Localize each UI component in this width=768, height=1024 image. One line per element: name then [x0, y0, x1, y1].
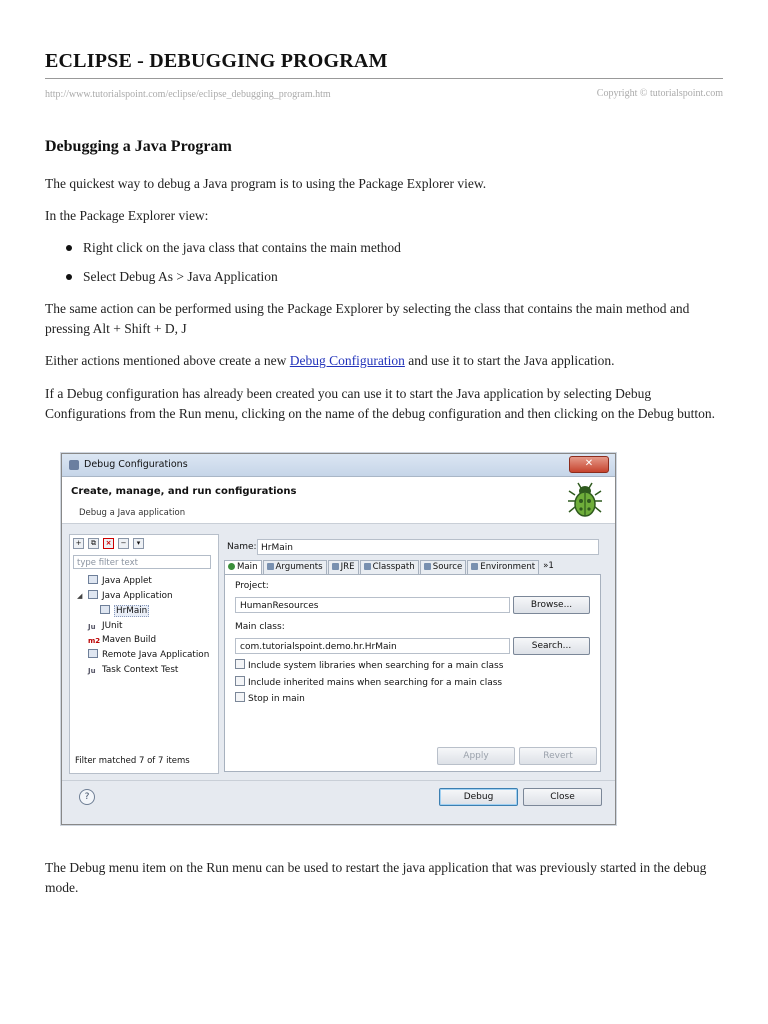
- steps-list: [45, 238, 401, 296]
- tree-item-label: Maven Build: [102, 635, 157, 645]
- tree-item-maven-build[interactable]: [88, 633, 156, 647]
- source-url: http://www.tutorialspoint.com/eclipse/eclipse_debugging_program.htm: [45, 89, 331, 100]
- paragraph-debug-configuration: [45, 351, 723, 371]
- debug-configurations-dialog: [61, 453, 616, 825]
- main-tab-icon: [228, 563, 235, 570]
- close-button[interactable]: Close: [523, 788, 602, 806]
- tree-item-java-application[interactable]: [77, 589, 173, 603]
- checkbox-box: [235, 659, 245, 669]
- main-tab-panel: [224, 574, 601, 772]
- search-button[interactable]: Search...: [513, 637, 590, 655]
- paragraph-shortcut: The same action can be performed using the Package Explorer by selecting the class that contains the main method and pressing Alt + Shift + D, J: [45, 301, 690, 336]
- paragraph-restart: The Debug menu item on the Run menu can be used to restart the java application that was previously started in the debug mode.: [45, 860, 707, 895]
- delete-config-icon[interactable]: ×: [103, 538, 114, 549]
- collapse-all-icon[interactable]: −: [118, 538, 129, 549]
- checkbox-label: Include inherited mains when searching for a main class: [248, 678, 503, 688]
- expand-caret-icon[interactable]: ◢: [77, 592, 83, 600]
- debug-configuration-link[interactable]: Debug Configuration: [289, 353, 405, 368]
- maven-icon: m2: [88, 637, 101, 645]
- include-inherited-mains-checkbox[interactable]: [235, 676, 502, 688]
- tab-main[interactable]: [224, 560, 262, 575]
- section-heading: Debugging a Java Program: [45, 138, 232, 155]
- checkbox-box: [235, 692, 245, 702]
- filter-menu-icon[interactable]: ▾: [133, 538, 144, 549]
- tree-item-label: Java Applet: [102, 576, 152, 586]
- tab-overflow[interactable]: »1: [543, 561, 554, 571]
- dialog-header-subtitle: Debug a Java application: [79, 508, 186, 518]
- java-application-icon: [100, 605, 110, 614]
- title-divider: [45, 78, 723, 79]
- jre-tab-icon: [332, 563, 339, 570]
- apply-button[interactable]: Apply: [437, 747, 515, 765]
- paragraph-run-menu: If a Debug configuration has already been created you can use it to start the Java application by selecting Debug Configurations from the Run menu, clicking on the name of the debug configuration and then clicking on the Debug button.: [45, 386, 715, 421]
- copyright-notice: Copyright © tutorialspoint.com: [596, 88, 723, 99]
- config-tabs: [224, 560, 558, 574]
- checkbox-label: Include system libraries when searching for a main class: [248, 661, 504, 671]
- checkbox-box: [235, 676, 245, 686]
- tab-label: Environment: [480, 562, 536, 572]
- duplicate-config-icon[interactable]: ⧉: [88, 538, 99, 549]
- stop-in-main-checkbox[interactable]: [235, 692, 305, 704]
- tree-item-task-context-test[interactable]: [88, 663, 178, 677]
- paragraph-text: Either actions mentioned above create a new: [45, 353, 290, 368]
- new-config-icon[interactable]: +: [73, 538, 84, 549]
- remote-java-icon: [88, 649, 98, 658]
- paragraph-package-explorer: In the Package Explorer view:: [45, 208, 209, 223]
- main-class-label: Main class:: [235, 622, 285, 632]
- browse-button[interactable]: Browse...: [513, 596, 590, 614]
- name-label: Name:: [227, 542, 257, 552]
- main-class-field[interactable]: com.tutorialspoint.demo.hr.HrMain: [235, 638, 510, 654]
- project-field[interactable]: HumanResources: [235, 597, 510, 613]
- dialog-header-title: Create, manage, and run configurations: [71, 486, 297, 497]
- checkbox-label: Stop in main: [248, 694, 305, 704]
- tree-item-label: Java Application: [102, 591, 173, 601]
- tab-label: Arguments: [275, 562, 323, 572]
- classpath-tab-icon: [364, 563, 371, 570]
- junit-icon: Ju: [88, 623, 96, 631]
- tab-arguments[interactable]: [263, 560, 327, 574]
- tab-label: Classpath: [372, 562, 415, 572]
- tab-label: Source: [432, 562, 463, 572]
- bug-icon: [565, 481, 605, 521]
- environment-tab-icon: [471, 563, 478, 570]
- dialog-window-title: Debug Configurations: [84, 459, 188, 470]
- project-label: Project:: [235, 581, 269, 591]
- dialog-title-bar: [62, 454, 615, 477]
- tab-jre[interactable]: [328, 560, 359, 574]
- filter-status: Filter matched 7 of 7 items: [75, 756, 190, 766]
- tree-item-remote-java-application[interactable]: [88, 648, 209, 662]
- eclipse-app-icon: [69, 460, 79, 470]
- tree-item-label: HrMain: [116, 606, 148, 616]
- java-applet-icon: [88, 575, 98, 584]
- list-item: Select Debug As > Java Application: [45, 267, 401, 296]
- list-item: Right click on the java class that contains the main method: [45, 238, 401, 267]
- tab-label: JRE: [340, 562, 355, 572]
- tree-item-label: JUnit: [102, 621, 123, 631]
- window-close-button[interactable]: ✕: [569, 456, 609, 473]
- filter-input[interactable]: type filter text: [73, 555, 211, 569]
- dialog-header: [62, 477, 615, 524]
- source-tab-icon: [424, 563, 431, 570]
- dialog-footer-divider: [62, 780, 615, 781]
- tab-environment[interactable]: [467, 560, 539, 574]
- arguments-tab-icon: [267, 563, 274, 570]
- tree-toolbar: [73, 538, 144, 550]
- revert-button[interactable]: Revert: [519, 747, 597, 765]
- paragraph-quickest-way: The quickest way to debug a Java program is to using the Package Explorer view.: [45, 176, 487, 191]
- tree-item-hrmain[interactable]: [100, 604, 149, 618]
- include-system-libraries-checkbox[interactable]: [235, 659, 503, 671]
- launch-config-tree-pane: [69, 534, 219, 774]
- paragraph-text: and use it to start the Java application.: [404, 353, 615, 368]
- page-title: ECLIPSE - DEBUGGING PROGRAM: [45, 50, 388, 72]
- tree-item-label: Task Context Test: [102, 665, 179, 675]
- task-context-test-icon: Ju: [88, 667, 96, 675]
- tab-classpath[interactable]: [360, 560, 419, 574]
- tree-item-label: Remote Java Application: [102, 650, 210, 660]
- name-field[interactable]: HrMain: [257, 539, 599, 555]
- tab-label: Main: [237, 562, 258, 572]
- debug-button[interactable]: Debug: [439, 788, 518, 806]
- help-icon[interactable]: ?: [79, 789, 95, 805]
- java-application-icon: [88, 590, 98, 599]
- tree-item-java-applet[interactable]: [88, 574, 152, 588]
- tab-source[interactable]: [420, 560, 467, 574]
- tree-item-junit[interactable]: [88, 619, 123, 633]
